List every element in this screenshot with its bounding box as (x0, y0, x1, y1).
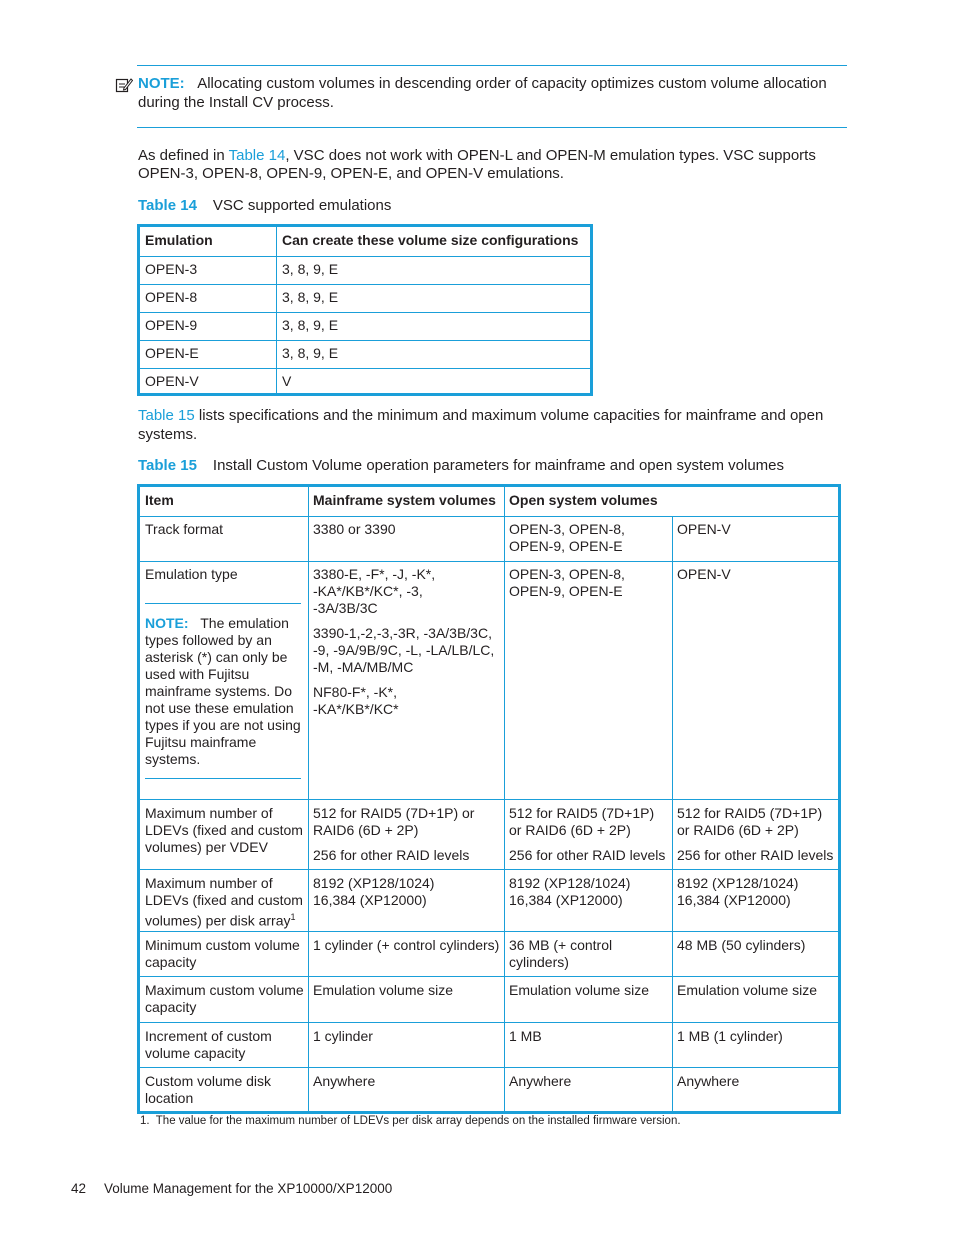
cell-line: Maximum number of (145, 805, 273, 821)
table15-cell: Emulation volume size (313, 982, 454, 998)
table15-cell: Track format (145, 521, 224, 537)
table15-label: Table 15 (138, 457, 197, 474)
table15-header-mainframe: Mainframe system volumes (313, 492, 496, 508)
cell-line: 256 for other RAID levels (313, 847, 470, 863)
table15-cell (509, 937, 612, 971)
emulation-note (145, 615, 305, 768)
cell-line: capacity (145, 954, 197, 970)
table15-cell (677, 875, 798, 909)
table14 (137, 224, 593, 396)
table15-cell (509, 566, 625, 600)
cell-line (145, 909, 303, 930)
cell-line: 8192 (XP128/1024) (509, 875, 631, 891)
note-line: systems. (145, 751, 201, 767)
cell-line: 512 for RAID5 (7D+1P) (509, 805, 655, 821)
emulation-note-label: NOTE: (145, 615, 189, 631)
cell-line: LDEVs (fixed and custom (145, 892, 303, 908)
table15-cell (509, 875, 630, 909)
note-line-2: during the Install CV process. (138, 94, 334, 111)
table-row (140, 368, 590, 369)
table15-cell (145, 805, 303, 856)
table14-cell: 3, 8, 9, E (282, 261, 339, 277)
table15-cell (313, 805, 474, 864)
cell-line: Increment of custom (145, 1028, 272, 1044)
emulation-note-bottom-rule (145, 778, 301, 779)
cell-line: OPEN-3, OPEN-8, (509, 521, 625, 537)
cell-line: 8192 (XP128/1024) (313, 875, 435, 891)
cell-line: or RAID6 (6D + 2P) (509, 822, 631, 838)
table15-cell (145, 875, 303, 930)
cell-line: 3390-1,-2,-3,-3R, -3A/3B/3C, (313, 625, 492, 641)
table15 (137, 484, 841, 1114)
cell-line: 512 for RAID5 (7D+1P) or (313, 805, 475, 821)
note-line: mainframe systems. Do (145, 683, 293, 699)
emulation-note-top-rule (145, 603, 301, 604)
table15-caption (138, 457, 784, 475)
cell-line: 16,384 (XP12000) (509, 892, 623, 908)
table14-cell: OPEN-3 (145, 261, 198, 277)
intro-suffix: , VSC does not work with OPEN-L and OPEN-M emulation types. VSC supports (285, 147, 816, 164)
note-text-1: Allocating custom volumes in descending order of capacity optimizes custom volume allocation (197, 75, 827, 92)
table15-cell (313, 566, 494, 718)
cell-line: 256 for other RAID levels (677, 847, 834, 863)
intro-line-2: OPEN-3, OPEN-8, OPEN-9, OPEN-E, and OPEN-V emulations. (138, 165, 564, 182)
cell-text: volumes) per disk array (145, 912, 291, 929)
table15-cell (509, 805, 665, 864)
table15-cell: 1 MB (1 cylinder) (677, 1028, 783, 1044)
table15-cell: Emulation type (145, 566, 238, 582)
table15-cell (145, 982, 304, 1016)
table14-caption-text: VSC supported emulations (212, 197, 392, 214)
intro-prefix: As defined in (138, 147, 229, 164)
table15-cell: Anywhere (313, 1073, 376, 1089)
table-row (140, 312, 590, 313)
cell-line: location (145, 1090, 194, 1106)
cell-line: -9, -9A/9B/9C, -L, -LA/LB/LC, (313, 642, 495, 658)
table-row (140, 284, 590, 285)
table14-cell: 3, 8, 9, E (282, 345, 339, 361)
cell-line: LDEVs (fixed and custom (145, 822, 303, 838)
table15-cell: Anywhere (509, 1073, 572, 1089)
table15-cell: Anywhere (677, 1073, 740, 1089)
table15-cell (145, 1073, 271, 1107)
cell-line: Maximum number of (145, 875, 273, 891)
cell-line: Maximum custom volume (145, 982, 304, 998)
table15-cell: 3380 or 3390 (313, 521, 396, 537)
note-label: NOTE: (138, 75, 185, 92)
table15-header-open: Open system volumes (509, 492, 658, 508)
table15-cell: OPEN-V (677, 521, 731, 537)
table15-cell: 1 MB (509, 1028, 542, 1044)
cell-line: -3A/3B/3C (313, 600, 378, 616)
table15-cell (509, 521, 625, 555)
table15-header-item: Item (145, 492, 174, 508)
cell-line: capacity (145, 999, 197, 1015)
para2-line-1 (138, 407, 823, 425)
table15-row-divider (140, 931, 838, 932)
table15-row-divider (140, 976, 838, 977)
cell-line: 512 for RAID5 (7D+1P) (677, 805, 823, 821)
cell-line: 256 for other RAID levels (509, 847, 666, 863)
table14-header-configs: Can create these volume size configurations (282, 232, 579, 248)
table15-row-divider (140, 799, 838, 800)
page-number: 42 (71, 1181, 87, 1196)
cell-line: 16,384 (XP12000) (313, 892, 427, 908)
cell-line: 8192 (XP128/1024) (677, 875, 799, 891)
table14-link[interactable]: Table 14 (228, 147, 286, 164)
table15-cell (145, 937, 300, 971)
table15-cell (145, 1028, 272, 1062)
table15-row-divider (140, 1022, 838, 1023)
cell-line: OPEN-9, OPEN-E (509, 538, 623, 554)
table14-cell: 3, 8, 9, E (282, 289, 339, 305)
cell-line: NF80-F*, -K*, (313, 684, 398, 700)
cell-line (145, 615, 305, 632)
table14-cell: OPEN-9 (145, 317, 198, 333)
note-line: asterisk (*) can only be (145, 649, 288, 665)
table15-cell: Emulation volume size (509, 982, 650, 998)
table15-row-divider (140, 869, 838, 870)
para2-suffix: lists specifications and the minimum and maximum volume capacities for mainframe and open (194, 407, 824, 424)
note-top-rule (137, 65, 847, 66)
note-line-1 (138, 75, 827, 93)
table14-caption (138, 197, 391, 215)
note-line: The emulation (200, 615, 289, 631)
cell-line: -M, -MA/MB/MC (313, 659, 414, 675)
para2-line-2: systems. (138, 426, 198, 443)
table15-cell (677, 805, 833, 864)
table-row (140, 256, 590, 257)
intro-line-1 (138, 147, 816, 165)
table15-cell: 1 cylinder (313, 1028, 373, 1044)
table-row (140, 340, 590, 341)
page-footer (71, 1180, 392, 1197)
table15-cell: 48 MB (50 cylinders) (677, 937, 806, 953)
table14-cell: 3, 8, 9, E (282, 317, 339, 333)
cell-line: OPEN-9, OPEN-E (509, 583, 623, 599)
table14-cell: OPEN-V (145, 373, 199, 389)
note-bottom-rule (137, 127, 847, 128)
table14-cell: OPEN-8 (145, 289, 198, 305)
cell-line: OPEN-3, OPEN-8, (509, 566, 625, 582)
table15-link[interactable]: Table 15 (138, 407, 195, 424)
cell-line: -KA*/KB*/KC* (313, 701, 399, 717)
table15-row-divider (140, 561, 838, 562)
table15-cell: 1 cylinder (+ control cylinders) (313, 937, 500, 953)
cell-line: Custom volume disk (145, 1073, 272, 1089)
table15-cell (313, 875, 434, 909)
cell-line: cylinders) (509, 954, 569, 970)
table14-header-emulation: Emulation (145, 232, 213, 248)
table15-cell: OPEN-V (677, 566, 731, 582)
table14-label: Table 14 (138, 197, 197, 214)
note-line: not use these emulation (145, 700, 294, 716)
cell-line: 16,384 (XP12000) (677, 892, 791, 908)
footer-title: Volume Management for the XP10000/XP12000 (104, 1181, 393, 1196)
cell-line: Minimum custom volume (145, 937, 300, 953)
note-line: types if you are not using (145, 717, 301, 733)
table15-caption-text: Install Custom Volume operation parameters for mainframe and open system volumes (212, 457, 785, 474)
note-pencil-icon (115, 76, 133, 94)
cell-line: 36 MB (+ control (509, 937, 613, 953)
note-line: types followed by an (145, 632, 272, 648)
cell-line: volumes) per VDEV (145, 839, 268, 855)
table14-cell: V (282, 373, 292, 389)
cell-line: -KA*/KB*/KC*, -3, (313, 583, 423, 599)
table15-footnote: 1. The value for the maximum number of LDEVs per disk array depends on the installed firmware version. (140, 1115, 681, 1127)
table15-row-divider (140, 1067, 838, 1068)
footnote-marker: 1 (290, 912, 296, 922)
cell-line: RAID6 (6D + 2P) (313, 822, 419, 838)
note-line: used with Fujitsu (145, 666, 250, 682)
table14-cell: OPEN-E (145, 345, 199, 361)
table15-cell: Emulation volume size (677, 982, 818, 998)
cell-line: 3380-E, -F*, -J, -K*, (313, 566, 436, 582)
note-line: Fujitsu mainframe (145, 734, 257, 750)
cell-line: or RAID6 (6D + 2P) (677, 822, 799, 838)
table15-row-divider (140, 516, 838, 517)
cell-line: volume capacity (145, 1045, 246, 1061)
